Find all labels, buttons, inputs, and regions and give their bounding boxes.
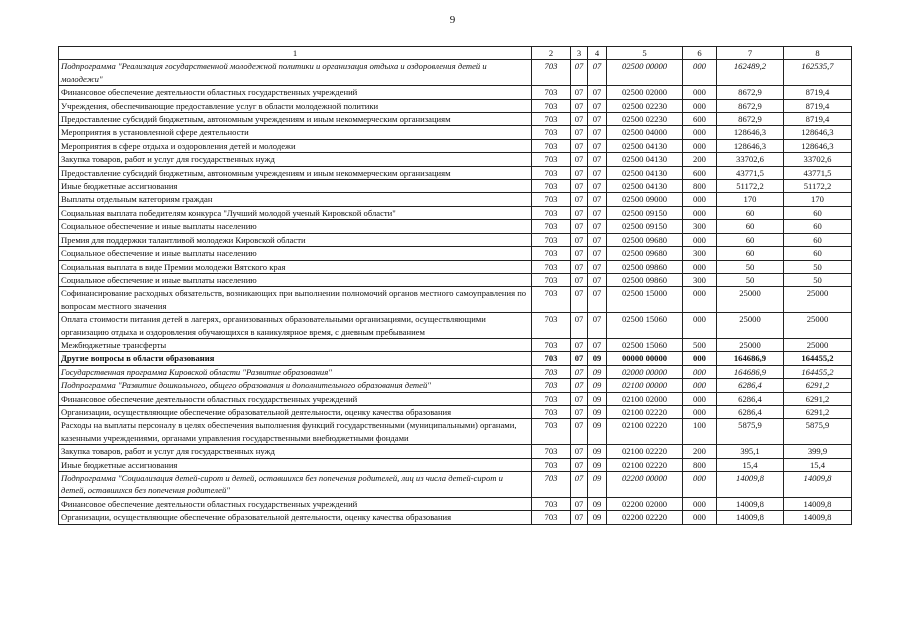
row-subsection-code: 07 [588, 113, 607, 126]
row-name-cell: Финансовое обеспечение деятельности областных государственных учреждений [59, 86, 532, 99]
row-subsection-code: 07 [588, 338, 607, 351]
row-ministry-code: 703 [532, 273, 571, 286]
row-target-article: 02500 04130 [607, 166, 683, 179]
row-section-code: 07 [571, 405, 588, 418]
row-amount-year-2: 8719,4 [784, 99, 852, 112]
row-target-article: 02200 02000 [607, 497, 683, 510]
row-amount-year-2: 14009,8 [784, 472, 852, 498]
row-section-code: 07 [571, 352, 588, 365]
row-target-article: 02500 09680 [607, 233, 683, 246]
row-expense-type: 000 [683, 379, 717, 392]
row-expense-type: 300 [683, 220, 717, 233]
row-amount-year-2: 6291,2 [784, 392, 852, 405]
row-ministry-code: 703 [532, 392, 571, 405]
row-amount-year-1: 395,1 [717, 445, 784, 458]
row-section-code: 07 [571, 260, 588, 273]
row-amount-year-2: 6291,2 [784, 379, 852, 392]
header-cell: 7 [717, 47, 784, 60]
row-section-code: 07 [571, 511, 588, 524]
row-subsection-code: 09 [588, 365, 607, 378]
table-row [59, 247, 852, 260]
row-expense-type: 300 [683, 273, 717, 286]
header-cell: 1 [59, 47, 532, 60]
row-name-cell: Подпрограмма "Социализация детей-сирот и детей, оставшихся без попечения родителей, лиц из числа детей-сирот и детей, оставшихся без попечения родителей" [59, 472, 532, 498]
row-expense-type: 600 [683, 113, 717, 126]
row-expense-type: 000 [683, 126, 717, 139]
row-subsection-code: 09 [588, 511, 607, 524]
row-amount-year-2: 6291,2 [784, 405, 852, 418]
row-subsection-code: 07 [588, 220, 607, 233]
row-section-code: 07 [571, 126, 588, 139]
row-expense-type: 300 [683, 247, 717, 260]
row-ministry-code: 703 [532, 206, 571, 219]
row-name-cell: Мероприятия в установленной сфере деятельности [59, 126, 532, 139]
row-ministry-code: 703 [532, 445, 571, 458]
table-row [59, 193, 852, 206]
row-subsection-code: 07 [588, 86, 607, 99]
row-amount-year-2: 60 [784, 247, 852, 260]
row-target-article: 00000 00000 [607, 352, 683, 365]
row-section-code: 07 [571, 60, 588, 86]
row-expense-type: 600 [683, 166, 717, 179]
row-amount-year-1: 60 [717, 220, 784, 233]
row-name-cell: Предоставление субсидий бюджетным, автономным учреждениям и иным некоммерческим организациям [59, 166, 532, 179]
header-cell: 5 [607, 47, 683, 60]
header-cell: 8 [784, 47, 852, 60]
row-amount-year-2: 14009,8 [784, 511, 852, 524]
row-amount-year-2: 33702,6 [784, 153, 852, 166]
row-amount-year-1: 60 [717, 233, 784, 246]
row-section-code: 07 [571, 220, 588, 233]
row-ministry-code: 703 [532, 193, 571, 206]
row-subsection-code: 09 [588, 472, 607, 498]
row-amount-year-2: 50 [784, 260, 852, 273]
table-row [59, 352, 852, 365]
row-subsection-code: 09 [588, 419, 607, 445]
table-row [59, 392, 852, 405]
row-name-cell: Премия для поддержки талантливой молодежи Кировской области [59, 233, 532, 246]
row-target-article: 02500 00000 [607, 60, 683, 86]
table-row [59, 153, 852, 166]
row-expense-type: 000 [683, 287, 717, 313]
row-amount-year-1: 6286,4 [717, 379, 784, 392]
row-amount-year-1: 162489,2 [717, 60, 784, 86]
row-target-article: 02500 04130 [607, 153, 683, 166]
row-expense-type: 000 [683, 60, 717, 86]
row-target-article: 02500 09150 [607, 206, 683, 219]
row-subsection-code: 07 [588, 233, 607, 246]
row-name-cell: Организации, осуществляющие обеспечение образовательной деятельности, оценку качества образования [59, 405, 532, 418]
row-expense-type: 100 [683, 419, 717, 445]
row-expense-type: 000 [683, 313, 717, 339]
row-amount-year-1: 8672,9 [717, 99, 784, 112]
table-row [59, 379, 852, 392]
row-target-article: 02500 04130 [607, 139, 683, 152]
row-ministry-code: 703 [532, 365, 571, 378]
table-row [59, 445, 852, 458]
row-expense-type: 000 [683, 86, 717, 99]
row-ministry-code: 703 [532, 405, 571, 418]
row-target-article: 02500 02000 [607, 86, 683, 99]
row-target-article: 02500 09680 [607, 247, 683, 260]
row-amount-year-1: 164686,9 [717, 352, 784, 365]
row-expense-type: 000 [683, 365, 717, 378]
row-name-cell: Межбюджетные трансферты [59, 338, 532, 351]
row-ministry-code: 703 [532, 99, 571, 112]
row-subsection-code: 07 [588, 313, 607, 339]
row-section-code: 07 [571, 233, 588, 246]
row-section-code: 07 [571, 419, 588, 445]
row-amount-year-2: 8719,4 [784, 86, 852, 99]
row-ministry-code: 703 [532, 497, 571, 510]
header-cell: 6 [683, 47, 717, 60]
row-target-article: 02500 09150 [607, 220, 683, 233]
row-target-article: 02100 02220 [607, 405, 683, 418]
row-amount-year-1: 6286,4 [717, 392, 784, 405]
row-expense-type: 000 [683, 139, 717, 152]
row-ministry-code: 703 [532, 260, 571, 273]
row-amount-year-1: 128646,3 [717, 126, 784, 139]
row-subsection-code: 07 [588, 126, 607, 139]
row-section-code: 07 [571, 166, 588, 179]
row-ministry-code: 703 [532, 166, 571, 179]
table-row [59, 233, 852, 246]
row-expense-type: 500 [683, 338, 717, 351]
table-header-row [59, 47, 852, 60]
row-amount-year-1: 25000 [717, 287, 784, 313]
row-target-article: 02500 15060 [607, 313, 683, 339]
row-name-cell: Финансовое обеспечение деятельности областных государственных учреждений [59, 392, 532, 405]
row-name-cell: Подпрограмма "Развитие дошкольного, общего образования и дополнительного образования детей" [59, 379, 532, 392]
row-subsection-code: 07 [588, 153, 607, 166]
table-row [59, 405, 852, 418]
row-section-code: 07 [571, 193, 588, 206]
row-subsection-code: 07 [588, 60, 607, 86]
row-amount-year-1: 5875,9 [717, 419, 784, 445]
row-name-cell: Софинансирование расходных обязательств, возникающих при выполнении полномочий органов местного самоуправления по вопросам местного значения [59, 287, 532, 313]
table-row [59, 273, 852, 286]
row-amount-year-2: 14009,8 [784, 497, 852, 510]
row-subsection-code: 07 [588, 247, 607, 260]
row-name-cell: Иные бюджетные ассигнования [59, 180, 532, 193]
row-section-code: 07 [571, 445, 588, 458]
row-amount-year-2: 15,4 [784, 458, 852, 471]
header-cell: 2 [532, 47, 571, 60]
row-target-article: 02500 02230 [607, 113, 683, 126]
row-section-code: 07 [571, 287, 588, 313]
table-row [59, 511, 852, 524]
row-amount-year-1: 50 [717, 260, 784, 273]
row-ministry-code: 703 [532, 86, 571, 99]
row-ministry-code: 703 [532, 153, 571, 166]
row-subsection-code: 09 [588, 405, 607, 418]
row-ministry-code: 703 [532, 180, 571, 193]
row-subsection-code: 09 [588, 352, 607, 365]
page-number: 9 [449, 14, 456, 26]
row-amount-year-1: 51172,2 [717, 180, 784, 193]
row-amount-year-1: 14009,8 [717, 511, 784, 524]
row-amount-year-1: 33702,6 [717, 153, 784, 166]
row-section-code: 07 [571, 247, 588, 260]
table-row [59, 86, 852, 99]
table-row [59, 113, 852, 126]
row-section-code: 07 [571, 99, 588, 112]
row-amount-year-2: 25000 [784, 313, 852, 339]
row-amount-year-2: 50 [784, 273, 852, 286]
table-row [59, 60, 852, 86]
row-target-article: 02500 15000 [607, 287, 683, 313]
row-section-code: 07 [571, 392, 588, 405]
row-name-cell: Расходы на выплаты персоналу в целях обеспечения выполнения функций государственными (муниципальными) органами, казенными учреждениями, органами управления государственными внебюджетными фондами [59, 419, 532, 445]
row-amount-year-1: 25000 [717, 313, 784, 339]
table-row [59, 206, 852, 219]
row-name-cell: Предоставление субсидий бюджетным, автономным учреждениям и иным некоммерческим организациям [59, 113, 532, 126]
row-section-code: 07 [571, 180, 588, 193]
table-row [59, 458, 852, 471]
row-amount-year-1: 164686,9 [717, 365, 784, 378]
row-expense-type: 000 [683, 511, 717, 524]
row-amount-year-1: 25000 [717, 338, 784, 351]
table-row [59, 126, 852, 139]
row-expense-type: 000 [683, 193, 717, 206]
table-row [59, 472, 852, 498]
row-amount-year-2: 128646,3 [784, 139, 852, 152]
table-row [59, 338, 852, 351]
row-name-cell: Выплаты отдельным категориям граждан [59, 193, 532, 206]
row-name-cell: Подпрограмма "Реализация государственной молодежной политики и организация отдыха и оздоровления детей и молодежи" [59, 60, 532, 86]
row-name-cell: Мероприятия в сфере отдыха и оздоровления детей и молодежи [59, 139, 532, 152]
row-name-cell: Закупка товаров, работ и услуг для государственных нужд [59, 445, 532, 458]
row-target-article: 02500 09000 [607, 193, 683, 206]
table-row [59, 166, 852, 179]
row-expense-type: 000 [683, 260, 717, 273]
row-target-article: 02500 15060 [607, 338, 683, 351]
row-amount-year-1: 8672,9 [717, 86, 784, 99]
row-expense-type: 000 [683, 472, 717, 498]
budget-table [58, 46, 852, 525]
row-subsection-code: 07 [588, 99, 607, 112]
row-amount-year-2: 60 [784, 206, 852, 219]
row-ministry-code: 703 [532, 139, 571, 152]
row-subsection-code: 07 [588, 287, 607, 313]
row-subsection-code: 07 [588, 166, 607, 179]
row-name-cell: Оплата стоимости питания детей в лагерях, организованных образовательными организациями, осуществляющими организацию отдыха и оздоровления обучающихся в каникулярное время, с дневным пребыванием [59, 313, 532, 339]
row-amount-year-2: 128646,3 [784, 126, 852, 139]
row-target-article: 02200 02220 [607, 511, 683, 524]
row-target-article: 02100 02220 [607, 445, 683, 458]
row-ministry-code: 703 [532, 338, 571, 351]
row-amount-year-2: 60 [784, 233, 852, 246]
row-section-code: 07 [571, 313, 588, 339]
header-cell: 3 [571, 47, 588, 60]
row-section-code: 07 [571, 113, 588, 126]
row-expense-type: 800 [683, 458, 717, 471]
row-ministry-code: 703 [532, 233, 571, 246]
row-ministry-code: 703 [532, 352, 571, 365]
row-section-code: 07 [571, 458, 588, 471]
row-expense-type: 000 [683, 392, 717, 405]
row-expense-type: 000 [683, 233, 717, 246]
row-amount-year-2: 164455,2 [784, 365, 852, 378]
table-row [59, 180, 852, 193]
row-amount-year-2: 399,9 [784, 445, 852, 458]
row-expense-type: 800 [683, 180, 717, 193]
table-row [59, 313, 852, 339]
row-amount-year-1: 14009,8 [717, 472, 784, 498]
row-subsection-code: 07 [588, 206, 607, 219]
row-amount-year-2: 164455,2 [784, 352, 852, 365]
row-expense-type: 000 [683, 497, 717, 510]
row-section-code: 07 [571, 365, 588, 378]
row-ministry-code: 703 [532, 472, 571, 498]
row-section-code: 07 [571, 497, 588, 510]
row-expense-type: 200 [683, 153, 717, 166]
row-amount-year-1: 50 [717, 273, 784, 286]
row-amount-year-2: 170 [784, 193, 852, 206]
row-subsection-code: 09 [588, 379, 607, 392]
row-name-cell: Социальное обеспечение и иные выплаты населению [59, 220, 532, 233]
row-subsection-code: 07 [588, 260, 607, 273]
row-section-code: 07 [571, 472, 588, 498]
row-ministry-code: 703 [532, 419, 571, 445]
row-name-cell: Государственная программа Кировской области "Развитие образования" [59, 365, 532, 378]
table-row [59, 260, 852, 273]
row-name-cell: Закупка товаров, работ и услуг для государственных нужд [59, 153, 532, 166]
row-amount-year-2: 162535,7 [784, 60, 852, 86]
row-amount-year-2: 25000 [784, 287, 852, 313]
row-section-code: 07 [571, 379, 588, 392]
row-name-cell: Финансовое обеспечение деятельности областных государственных учреждений [59, 497, 532, 510]
row-target-article: 02500 04130 [607, 180, 683, 193]
table-row [59, 139, 852, 152]
row-section-code: 07 [571, 153, 588, 166]
row-amount-year-1: 60 [717, 247, 784, 260]
table-row [59, 497, 852, 510]
table-row [59, 99, 852, 112]
row-ministry-code: 703 [532, 247, 571, 260]
row-subsection-code: 09 [588, 497, 607, 510]
row-subsection-code: 07 [588, 193, 607, 206]
table-row [59, 419, 852, 445]
table-row [59, 365, 852, 378]
row-target-article: 02100 02220 [607, 419, 683, 445]
row-subsection-code: 09 [588, 458, 607, 471]
row-amount-year-2: 5875,9 [784, 419, 852, 445]
row-name-cell: Социальная выплата победителям конкурса "Лучший молодой ученый Кировской области" [59, 206, 532, 219]
row-target-article: 02500 04000 [607, 126, 683, 139]
row-ministry-code: 703 [532, 458, 571, 471]
row-target-article: 02500 02230 [607, 99, 683, 112]
row-ministry-code: 703 [532, 511, 571, 524]
row-section-code: 07 [571, 86, 588, 99]
row-subsection-code: 07 [588, 139, 607, 152]
row-target-article: 02500 09860 [607, 273, 683, 286]
row-ministry-code: 703 [532, 287, 571, 313]
row-section-code: 07 [571, 273, 588, 286]
row-target-article: 02100 02000 [607, 392, 683, 405]
row-target-article: 02200 00000 [607, 472, 683, 498]
row-subsection-code: 07 [588, 273, 607, 286]
row-amount-year-1: 128646,3 [717, 139, 784, 152]
row-section-code: 07 [571, 139, 588, 152]
row-subsection-code: 09 [588, 445, 607, 458]
row-target-article: 02500 09860 [607, 260, 683, 273]
row-amount-year-2: 60 [784, 220, 852, 233]
row-name-cell: Социальное обеспечение и иные выплаты населению [59, 273, 532, 286]
table-row [59, 220, 852, 233]
row-section-code: 07 [571, 206, 588, 219]
row-name-cell: Иные бюджетные ассигнования [59, 458, 532, 471]
row-name-cell: Социальное обеспечение и иные выплаты населению [59, 247, 532, 260]
row-ministry-code: 703 [532, 220, 571, 233]
row-amount-year-2: 51172,2 [784, 180, 852, 193]
row-section-code: 07 [571, 338, 588, 351]
row-amount-year-1: 6286,4 [717, 405, 784, 418]
row-name-cell: Социальная выплата в виде Премии молодежи Вятского края [59, 260, 532, 273]
row-expense-type: 000 [683, 99, 717, 112]
row-subsection-code: 09 [588, 392, 607, 405]
row-amount-year-2: 8719,4 [784, 113, 852, 126]
row-ministry-code: 703 [532, 113, 571, 126]
row-expense-type: 000 [683, 352, 717, 365]
table-row [59, 287, 852, 313]
row-ministry-code: 703 [532, 379, 571, 392]
row-amount-year-1: 43771,5 [717, 166, 784, 179]
row-amount-year-1: 60 [717, 206, 784, 219]
row-ministry-code: 703 [532, 126, 571, 139]
row-ministry-code: 703 [532, 60, 571, 86]
row-name-cell: Организации, осуществляющие обеспечение образовательной деятельности, оценку качества образования [59, 511, 532, 524]
row-name-cell: Учреждения, обеспечивающие предоставление услуг в области молодежной политики [59, 99, 532, 112]
row-name-cell: Другие вопросы в области образования [59, 352, 532, 365]
row-subsection-code: 07 [588, 180, 607, 193]
row-amount-year-1: 170 [717, 193, 784, 206]
row-expense-type: 000 [683, 405, 717, 418]
row-ministry-code: 703 [532, 313, 571, 339]
row-target-article: 02100 02220 [607, 458, 683, 471]
row-amount-year-2: 25000 [784, 338, 852, 351]
row-amount-year-1: 15,4 [717, 458, 784, 471]
row-expense-type: 000 [683, 206, 717, 219]
row-amount-year-2: 43771,5 [784, 166, 852, 179]
row-target-article: 02100 00000 [607, 379, 683, 392]
header-cell: 4 [588, 47, 607, 60]
row-expense-type: 200 [683, 445, 717, 458]
row-target-article: 02000 00000 [607, 365, 683, 378]
row-amount-year-1: 14009,8 [717, 497, 784, 510]
row-amount-year-1: 8672,9 [717, 113, 784, 126]
